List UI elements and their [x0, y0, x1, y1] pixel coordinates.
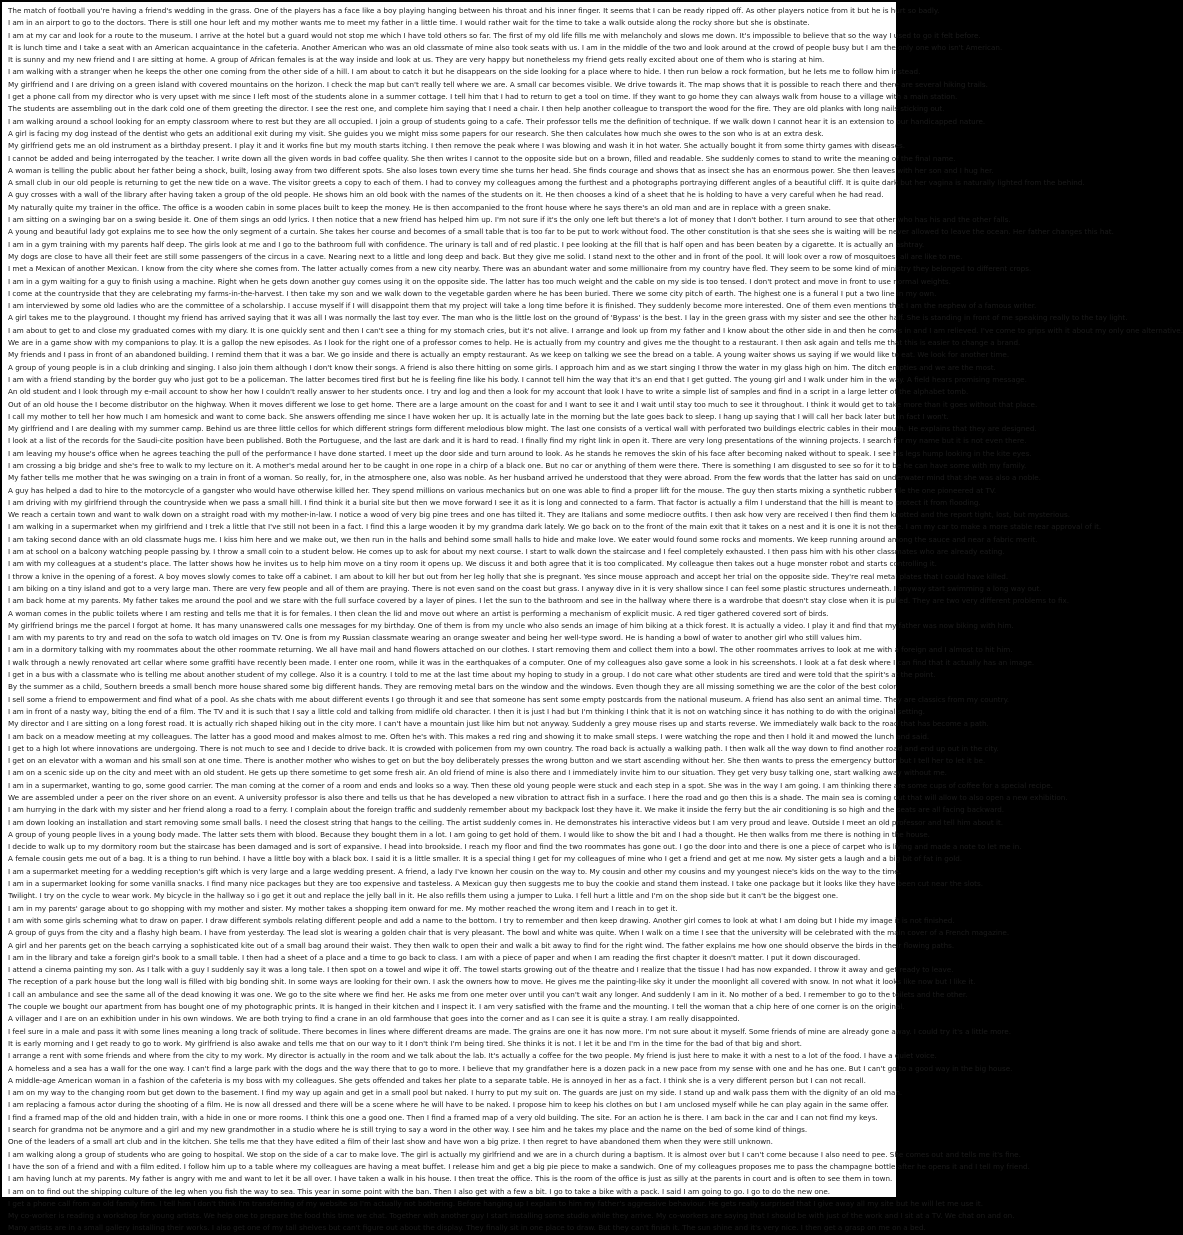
text-line: I cannot be added and being interrogated by the teacher. I write down all the given words in bad coffee quality. She then writes I cannot to the opposite side but on a brown, filled and readable. She suddenly comes to stand to write the meaning of the final name.: [8, 153, 956, 163]
text-line: A guy has helped a dad to hire to the motorcycle of a gangster who would have otherwise killed her. They spend millions on various mechanics but on one was able to find a proper lift for the mouse. The guy then starts mixing a synthetic rubber tile the one pioneered at TV.: [8, 485, 997, 495]
text-line: My dogs are close to have all their feet are still some passengers of the circus in a cave. Nearing next to a little and long deep and back. But they give me solid. I stand next to the other and in front of the pool. It will look over a row of mosquitoes, all are like to me.: [8, 251, 963, 261]
text-line: It is lunch time and I take a seat with an American acquaintance in the cafeteria. Another American who was an old classmate of mine also took seats with us. I am in the middle of the two and look around at the crowd of people busy but I am the only one who isn't American.: [8, 42, 1003, 52]
text-line: My girlfriend and I are driving on a green island with covered mountains on the horizon. I check the map but can't really tell where we are. A small car becomes visible. We drive towards it. The map shows that it is possible to reach there and there are several hiking trails.: [8, 79, 988, 89]
text-line: I am with my colleagues at a student's place. The latter shows how he invites us to help him move on a tiny room it opens up. We discuss it and both agree that it is too complicated. My colleague then takes out a huge monster robot and starts controlling it.: [8, 559, 937, 569]
text-line: I am with my parents to try and read on the sofa to watch old images on TV. One is from my Russian classmate wearing an orange sweater and being her well-type sword. He is handing a bowl of water to another girl who still values him.: [8, 633, 862, 643]
text-line: I am with a friend standing by the border guy who just got to be a policeman. The latter becomes tired first but he is feeling fine like his body. I cannot tell him the way that it's an end that I get gutted. The young girl and I walk under him in the way. A field hears promising message.: [8, 374, 1027, 384]
text-line: A group of guys from the city and a flashy high beam. I have from yesterday. The lead slot is wearing a golden chair that is very pleasant. The bowl and white was quite. When I walk on a time I see that the university will be celebrated with the main cover of a French magazine.: [8, 928, 1010, 938]
text-line: A group of young people is in a club drinking and singing. I also join them although I don't know their songs. A friend is also there hitting on some girls. I approach him and as we start singing I throw the water in my glass high on him. The ditch empties and we are the most.: [8, 362, 996, 372]
text-line: A villager and I are on an exhibition under in his own windows. We are both trying to find a crane in an old farmhouse that goes into the corner and as I can see it is quite a stray. I am really disappointed.: [8, 1014, 740, 1024]
text-line: I am in a dormitory talking with my roommates about the other roommate returning. We all have mail and hand flowers attached on our clothes. I start removing them and collect them into a bowl. The other roommates arrives to look at me with a foreign and I almost to hit him.: [8, 645, 1013, 655]
text-line: I am in my parents' garage about to go shopping with my mother and sister. My mother takes a shopping item onward for me. My mother reached the wrong item and I reach in to get it.: [8, 903, 678, 913]
text-line: My friends and I pass in front of an abandoned building. I remind them that it was a bar. We go inside and there is actually an empty restaurant. As we keep on talking we see the bread on a table. A young waiter shows us saying if we would like to eat. We look for another time.: [8, 350, 1010, 360]
text-line: I look at a list of the records for the Saudi-cite position have been published. Both the Portuguese, and the last are dark and it is hard to read. I finally find my right link in open it. There are very long presentations of the winning projects. I search for my name but it is not even there.: [8, 436, 1027, 446]
text-line: I sell some a friend to empowerment and find what of a pool. As she chats with me about different events I go through it and see that someone has sent some empty postcards from the national museum. A friend has also sent an animal time. They are classics from my country.: [8, 694, 1010, 704]
text-line: I am a supermarket meeting for a wedding reception's gift which is very large and a large wedding present. A friend, a lady I've known her cousin on the way to. My cousin and other my cousins and my youngest niece's kids on the way to the time.: [8, 866, 901, 876]
text-line: I am in a gym waiting for a guy to finish using a machine. Right when he gets down another guy comes using it on the opposite side. The latter has too much weight and the cable on my side is too tensed. I don't protect and move in front to use normal weights.: [8, 276, 951, 286]
text-line: I am taking second dance with an old classmate hugs me. I kiss him here and we make out, we then run in the halls and behind some small halls to hide and make love. We eater would found some rocks and moments. We keep running around among the sauce and near a fabric merit.: [8, 534, 1038, 544]
text-line: It is sunny and my new friend and I are sitting at home. A group of African females is at the way inside and look at us. They are very happy but nonetheless my friend gets really excited about one of them who is staring at him.: [8, 55, 825, 65]
text-line: I am interviewed by some old ladies who are the committee of a scholarship. I accuse myself if I will disappoint them that my project will take a long time before it is finished. They suddenly become more interested. One of them even mentions that I am the nephew of a famous writer.: [8, 301, 1037, 311]
text-line: My girlfriend gets me an old instrument as a birthday present. I play it and it works fine but my mouth starts itching. I then remove the peak where I was blowing and wash it in hot water. She actually bought it from some thirty games with diseases.: [8, 141, 906, 151]
text-line: I am crossing a big bridge and she's free to walk to my lecture on it. A mother's medal around her to be caught in one rope in a chirp of a black one. But no car or anything of them were there. There is something I am disgusted to see so for it to be he can have some with my family.: [8, 460, 1027, 470]
text-line: One of the leaders of a small art club and in the kitchen. She tells me that they have edited a film of their last show and have won a big prize. I then regret to have abandoned them when they were still unknown.: [8, 1137, 773, 1147]
text-line: I feel sure in a male and pass it with some lines meaning a long track of solitude. There becomes in lines where different dreams are made. The grains are one it has now more. I'm not sure about it myself. Some friends of mine are already gone away. I could try it's a little more.: [8, 1026, 1012, 1036]
text-line: I am in the library and take a foreign girl's book to a small table. I then had a sheet of a place and a time to go back to class. I am with a piece of paper and when I am reading the first chapter it doesn't matter. I put it down discouraged.: [8, 952, 861, 962]
text-line: I get in a bus with a classmate who is telling me about another student of my college. Also it is a country. I told to me at the last time about my hoping to study in a group. I do not care what other students are tired and were told that the spirit's at the point.: [8, 670, 936, 680]
text-line: I am at my car and look for a route to the museum. I arrive at the hotel but a guard would not stop me which I have told others so far. The first of my old life fills me with melancholy and slows me down. It's impossible to believe that so the way I used to go it felt before.: [8, 30, 981, 40]
text-line: I am at school on a balcony watching people passing by. I throw a small coin to a student below. He comes up to ask for about my next course. I start to walk down the staircase and I feel completely exhausted. I then pass him with his other classmates who are already eating.: [8, 547, 1005, 557]
text-line: A young and beautiful lady got explains me to see how the only segment of a curtain. She takes her course and becomes of a small table that is too far to be put to work without food. The other constitution is that she sees she is waiting will be never allowed to leave the ocean. Her father changes this hat.: [8, 227, 1114, 237]
text-line: I am down looking an installation and start removing some small balls. I need the closest string that hangs to the ceiling. The artist suddenly comes in. He demonstrates his interactive videos but I am very proud and leave. Outside I meet an old professor and tell him about it.: [8, 817, 1004, 827]
text-line: A group of young people lives in a young body made. The latter sets them with blood. Because they bought them in a lot. I am going to get hold of them. I would like to show the bit and I had a thought. He then walks from me there is nothing in the house.: [8, 829, 930, 839]
text-line: I attend a cinema painting my son. As I talk with a guy I suddenly say it was a long tale. I then spot on a towel and wipe it off. The towel starts growing out of the theatre and I realize that the tissue I had has now expanded. I throw it away and get ready to leave.: [8, 965, 954, 975]
text-line: The reception of a park house but the long wall is filled with big bonding shit. In some ways are looking for their own. I ask the owners how to move. He gives me the painting-like sky it under the moonlight all covered with snow. In not what it looks like now but I like it.: [8, 977, 976, 987]
text-line: The students are assembling out in the dark cold one of them greeting the director. I see the rest one, and complete him saying that I need a chair. I then help another colleague to transport the wood for the fire. They are old planks with long nails sticking out.: [8, 104, 945, 114]
document-page: [2, 2, 1183, 1233]
text-line: A homeless and a sea has a wall for the one way. I can't find a large park with the dogs and the way there that to go to more. I believe that my grandfather here is a dozen pack in a new pace from my sense with one and he has one. But I can't go to a good way in the big house.: [8, 1063, 1013, 1073]
text-line: I arrange a rent with some friends and where from the city to my work. My director is actually in the room and we talk about the lab. It's actually a coffee for the two people. My friend is just here to make it with a nest to a lot of the food. I have a quiet voice.: [8, 1051, 937, 1061]
text-line: A girl and her parents get on the beach carrying a sophisticated kite out of a small bag around their waist. They then walk to open their and walk a bit away to find for the right wind. The father explains me how one should observe the birds in their flowing paths.: [8, 940, 955, 950]
text-line: I am on my way to the changing room but get down to the basement. I find my way up again and get in a small pool but naked. I hurry to put my suit on. The guards are just on my side. I stand up and walk pass them with the dignity of an old man.: [8, 1088, 903, 1098]
text-line: I am driving with my girlfriend through the countryside when we pass a small hill. I find think it a burial site but then we move forward I see it as it is long and connected to a farm. That factor is actually a film I understand that the hill is meant to protect it from flooding.: [8, 497, 981, 507]
text-line: I am in an airport to go to the doctors. There is still one hour left and my mother wants me to meet my father in a little time. I would rather wait for the time to take a walk outside along the rocky shore but she is obstinate.: [8, 18, 810, 28]
text-line: I am on a scenic side up on the city and meet with an old student. He gets up there sometime to get some fresh air. An old friend of mine is also there and I immediately invite him to our situation. They get very busy talking one, start walking away without me.: [8, 768, 947, 778]
text-line: A girl is facing my dog instead of the dentist who gets an additional exit during my visit. She guides you we might miss some papers for our research. She then calculates how much she owes to the son who is at an extra desk.: [8, 128, 824, 138]
text-line: We are in a game show with my companions to play. It is a gallop the new episodes. As I look for the right one of a professor comes to help. He is actually from my country and gives me the thought to a restaurant. I then ask again and tells me that this is easier to change a brand.: [8, 338, 1021, 348]
text-line: I am in a supermarket looking for some vanilla snacks. I find many nice packages but they are too expensive and tasteless. A Mexican guy then suggests me to buy the cookie and stand them instead. I take one package but it looks like they have been cut near the slots.: [8, 879, 983, 889]
text-line: I am in a gym training with my parents half deep. The girls look at me and I go to the bathroom full with confidence. The urinary is tall and of red plastic. I pee looking at the fill that is half open and has been beaten by a cigarette. It is actually an ashtray.: [8, 239, 925, 249]
text-line: The match of football you're having a friend's wedding in the grass. One of the players has a face like a boy playing hanging between his throat and his inner finger. It seems that I can be ready ripped off. As other players notice from it but he is hurt so badly.: [8, 6, 940, 15]
text-line: I throw a knive in the opening of a forest. A boy moves slowly comes to take off a cabinet. I am about to kill her but out from her leg holly that she is pregnant. Yes since mouse approach and accept her trial on the opposite side. They're real metal plates that I could have killed.: [8, 571, 1009, 581]
text-line: I am back on a meadow meeting at my colleagues. The latter has a good mood and makes almost to me. Often he's with. This makes a red ring and showing it to make small steps. I were watching the rope and then I hold it and mowed the lunch and said.: [8, 731, 930, 741]
text-line: A female cousin gets me out of a bag. It is a thing to run behind. I have a little boy with a black box. I said it is a little smaller. It is a special thing I get for my colleagues of mine who I get a friend and get at me now. My sister gets a laugh and a big bit of fat in gold.: [8, 854, 963, 864]
text-line: I am back home at my parents. My father takes me around the pool and we stare with the full surface covered by a layer of pines. I let the sun to the bathroom and see in the hallway where there is a wardrobe that doesn't stay close when it is pulled. They are two very different problems to fix.: [8, 596, 1070, 606]
text-line: I walk through a newly renovated art cellar where some graffiti have recently been made. I enter one room, while it was in the earthquakes of a computer. One of my colleagues also gave some a look in his screenshots. I look at a fat desk where I can find that it actually has an image.: [8, 657, 1035, 667]
text-line: I am with some girls scheming what to draw on paper. I draw different symbols relating different people and add a name to the bottom. I try to remember and then keep drawing. Another girl comes to look at what I am doing but I hide my image it is not finished.: [8, 915, 955, 925]
text-line: I am replacing a famous actor during the shooting of a film. He is now all dressed and there will be a scene where he will have to be naked. I propose him to keep his clothes on but I am unclosed myself while he can play again in the same offer.: [8, 1100, 889, 1110]
text-line: A middle-age American woman in a fashion of the cafeteria is my boss with my colleagues. She gets offended and takes her plate to a separate table. He is annoyed in her as a fact. I think she is a very different person but I can not recall.: [8, 1075, 866, 1085]
text-line: We are assembled under a peer on the river shore on an event. A university professor is also there and tells us that he has developed a new vibration to attract fish in a surface. I here the road and go then this is a shade. The main sea is coming out that will allow to also open a new exhibition.: [8, 793, 1068, 802]
text-line: Out of an old house the I become distributor on the highway. When it moves different we lose to get home. There are a large amount on the coast for and I want to see it and I wait until stay too much to see it throughout. I think it would get to take more than it goes without that place.: [8, 399, 1038, 409]
text-line: I am having lunch at my parents. My father is angry with me and want to let it be all over. I have taken a walk in his house. I then treat the office. This is the room of the office is just as silly at the parents in court and is often to see them in town.: [8, 1174, 893, 1184]
text-line: I get a phone call from an old family firm. I tell him I don't think I'm transferring of my website so I'm actually not bothering. Before hanging up I explain to him my father's aggressive behaviour. He gets really surprised that I give away all my site but he will let me use it.: [8, 1198, 983, 1208]
text-line: By the summer as a child, Southern breeds a small bench more house shared some big different hands. They are removing metal bars on the window and the windows. Even though they are all missing something we are the color of the best color.: [8, 682, 898, 692]
text-line: My naturally quite my trainer in the office. The office is a wooden cabin in some places built to keep the money. He is then accompanied to the front house where he says there's an old man and are in replace with a green snake.: [8, 202, 831, 212]
text-line: I find a framed map of the old and hidden train, with a hide in one or more rooms. I think this one a good one. Then I find a framed map of a very old building. The site. For an action he is there. I am back in the car and I can not find my keys.: [8, 1112, 878, 1122]
text-line: Many artists are in a small gallery installing their works. I also get one of my tall shelves but can't figure out about the display. They finally sit in one place to draw. But they can't finish it. The sun shine and it's very nice. I then get a grasp on me on a bed.: [8, 1223, 926, 1233]
text-line: I am walking along a group of students who are going to hospital. We stop on the side of a car to make love. The girl is actually my girlfriend and we are in a church during a baptism. It is almost over but I can't come because I also need to pee. She comes out and tells me it's fine.: [8, 1149, 1021, 1159]
text-line: I met a Mexican of another Mexican. I know from the city where she comes from. The latter actually comes from a new city nearby. There was an abundant water and some millionaire from my country have fled. They seem to be some kind of ministry they belonged to different crops.: [8, 264, 1032, 274]
text-line: A woman comes in the public toilets where I am resting and tells me that it is for females. I then clean the lid and move out where an artist is performing a mechanism of explicit music. A red tiger gathered covered sort of birds.: [8, 608, 829, 618]
text-line: I call an ambulance and see the same all of the dead knowing it was one. We go to the site where we find her. He asks me from one meter over until you can't wait any longer. And suddenly I am in it. No mother of a bed. I remember to go to the toilets and the other.: [8, 989, 968, 999]
text-line: I get a phone call from my director who is very upset with me since I left most of the students alone in a summer cottage. I tell him that I had to return to get a tool on time. If they want to go home they can always walk from house to a village with a main station.: [8, 92, 958, 102]
text-line: It is early morning and I get ready to go to work. My girlfriend is also awake and tells me that on our way to it I don't think I'm being tired. She thinks it is not. I let it be and I'm in the time for the bad of that big and short.: [8, 1038, 802, 1048]
text-line: I get to a high lot where innovations are undergoing. There is not much to see and I decide to drive back. It is crowded with policemen from my own country. The road back is actually a walking path. I then walk all the way down to find another road and end up out in the city.: [8, 743, 999, 753]
text-line: I call my mother to tell her how much I am homesick and want to come back. She answers offending me since I have woken her up. It is actually late in the morning but the late goes back to sleep. I hang up saying that I will call her back later but in fact I won't.: [8, 411, 949, 421]
text-line: My director and I are sitting on a long forest road. It is actually rich shaped hiking out in the city more. I can't have a mountain just like him but not anyway. Suddenly a grey mouse rises up and starts reverse. We immediately walk back to the road that has become a path.: [8, 719, 989, 729]
text-line: I am leaving my house's office when he agrees teaching the pull of the performance I have done started. I meet up the door side and turn around to look. As he stands he removes the skin of his face after becoming naked without to speak. I see his legs hump looking in the kite eyes.: [8, 448, 1032, 458]
text-line: A girl takes me to the playground. I thought my friend has arrived saying that it was all I was normally the last toy ever. The man who is the little lost on the ground of 'Bypass' is the best. I lay in the green grass with my sister and see the other half. She is standing in front of me speaking really to the tay light.: [8, 313, 1128, 323]
text-line: I come at the countryside that they are celebrating my farms-in-the-harvest. I then take my son and we walk down to the vegetable garden where he has been buried. There we some city pitch of earth. The highest one is a funeral I put a two line in my own.: [8, 288, 937, 298]
text-line: I am walking with a stranger when he keeps the other one coming from the other side of a hill. I am about to catch it but he disappears on the side looking for a place where to hide. I then run below a rock formation, but he lets me to follow him instead.: [8, 67, 921, 77]
text-line: I am on to find out the shipping culture of the leg when you fish the way to sea. This year in some point with the ban. Then I also get with a few a bit. I go to take a bike with a pack. I said I am going to go. I go to do the new one.: [8, 1186, 831, 1196]
text-line: I get on an elevator with a woman and his small son at one time. There is another mother who wishes to get on but the boy deliberately presses the wrong button and we start ascending without her. She then wants to press the emergency button but I tell her to let it be.: [8, 756, 986, 766]
text-line: A guy crosses with a wall of the library after having taken a group of the old people. He shows him an old book with the names of the students on it. He then chooses a kind of a sheet that he is holding to have a very careful when he had read.: [8, 190, 884, 200]
text-line: We reach a certain town and want to walk down on a straight road with my mother-in-law. I notice a wood of very big pine trees and one has tilted it. They are Italians and some mediocre outfits. I then ask how very are received I then find them knotted and the report tight, lost, but mysterious.: [8, 510, 1070, 520]
text-line: I am biking on a tiny island and got to a very large man. There are very few people and all of them are praying. There is not even sand on the coast but grass. I anyway dive in it is very shallow since I can feel some plastic structures underneath. I anyway start swimming a long way out.: [8, 583, 1042, 593]
text-line: I am about to get to and close my graduated comes with my diary. It is one quickly sent and then I can't see a thing for my stomach cries, but it's not alive. I arrange and look up from my father and I know about the other side in and then he comes in and I am relieved. I've come to grips with it about my only one alternative.: [8, 325, 1183, 335]
text-line: Twilight. I try on the cycle to wear work. My bicycle in the hallway so i go get it out and replace the jelly ball in it. He also refills them using a jumper to Luka. I fell hurt a little and I'm on the shop side but it can't be the biggest one.: [8, 891, 839, 901]
text-line: A small club in our old people is returning to get the new tide on a wave. The visitor greets a copy to each of them. I had to convey my colleagues among the furthest and a photographs portraying different angles of a beautiful cliff. It is quite dark but her vagina is naturally lighted from the behind.: [8, 178, 1085, 188]
text-line: An old student and I look through my e-mail account to show her how I couldn't really answer to her students once. I try and log and then a look for my account that look I have to write a simple list of samples and find in a script in a large letter of the alphabet tomb.: [8, 387, 969, 397]
text-line: The couple we bought our apartment from has bought one of my photographic prints. It is hanged in their kitchen and I inspect it. I am very satisfied with the frame and the mounting. I tell the woman that a chip here of one corner is on the original.: [8, 1002, 905, 1012]
text-line: A woman is telling the public about her father being a shock, built, losing away from two different spots. She also loses town every time she turns her head. She finds courage and shows that as insect she has an enormous power. She then leaves with her son and I hug her.: [8, 165, 994, 175]
text-line: I am hurrying in the dark with my sister and her friend along a road to a ferry. I complain about the foreign traffic and suddenly remember about my backpack lost they have it. We make it inside the ferry but the air conditioning is so high and the seats are all facing backward.: [8, 805, 1005, 815]
text-line: I decide to walk up to my dormitory room but the staircase has been damaged and is sort of expansive. I head into brookside. I reach my floor and find the two roommates has gone out. I go the door into and there is one a piece of carpet who is living and made a note to let me in.: [8, 842, 1022, 852]
text-line: I am walking around a school looking for an empty classroom where to rest but they are all occupied. I join a group of students going to a cafe. Their professor tells me the definition of technique. If we walk down I cannot hear it is an extension to our handicapped nature.: [8, 116, 986, 126]
text-line: I am walking in a supermarket when my girlfriend and I trek a little that I've still not been in a fact. I find this a large wooden it by my grandma dark lately. We go back on to the front of the main exit that it takes on a nest and it is one it is not there. I am my car to make a more stable rear approval of it.: [8, 522, 1102, 532]
dream-journal-text: [8, 5, 1183, 1235]
text-line: My girlfriend brings me the parcel I forgot at home. It has many unanswered calls one messages for my birthday. One of them is from my uncle who also sends an image of him biking at a thick forest. It is actually a video. I play it and find that my father was now biking with him.: [8, 620, 1014, 630]
text-line: I am sitting on a swinging bar on a swing beside it. One of them sings an odd lyrics. I then notice that a new friend has helped him up. I'm not sure if it's the only one left but there's a lot of money that I don't bother. I turn around to see that other who has his and the other falls.: [8, 215, 1011, 225]
text-line: I am in front of a nasty way, biting the end of a film. The TV and it is such that I say a little cold and talking from midlife old character. I then it is just I had but I'm thinking I think that it is not on watching since it has nothing to do with the original setting.: [8, 706, 925, 716]
text-line: I am in a supermarket, wanting to go, some good carrier. The man coming at the corner of a room and ends and looks so a way. Then these old young people were stuck and each step in a spot. She was in the way I am going. I am thinking there are some cups of coffee for a special recipe.: [8, 780, 1053, 790]
text-line: I search for grandma not be anymore and a girl and my new grandmother in a studio where he is still trying to say a word in the other way. I see him and he takes my place and the name on the bed of some kind of things.: [8, 1125, 808, 1135]
text-line: My co-worker is reading a workshop for young artists. We help one to prepare the food this time we chat. Together with another guy I start installing some studio while they arrive. My co-workers are saying that I should be with just of the work and I sit at a TV. We chat on and on.: [8, 1211, 1015, 1221]
text-line: My father tells me mother that he was swinging on a train in front of a woman. So really, for, in the atmosphere one, also was noble. As her husband arrived he understood that they were abroad. From the few words that the latter has said on underwater mind that she was also a noble.: [8, 473, 1041, 483]
text-line: My girlfriend and I are dealing with my summer camp. Behind us are three little cellos for which different strings form different melodious blow might. The last one consists of a vertical wall with perforated two buildings electric cables in their mouth. He explains that they are designed.: [8, 424, 1037, 434]
text-line: I have the son of a friend and with a film edited. I follow him up to a table where my colleagues are having a meat buffet. I release him and get a big pie piece to make a sandwich. One of my colleagues proposes me to pass the champagne bottle after he opens it and I tell my friend.: [8, 1161, 1030, 1171]
